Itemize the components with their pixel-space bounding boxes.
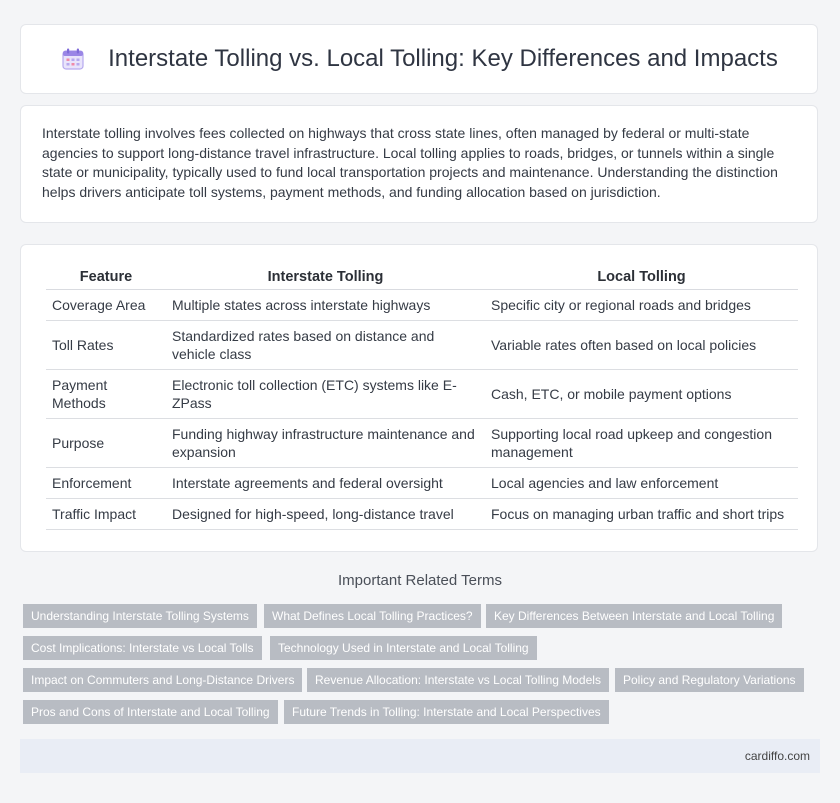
related-term-tag[interactable]: Pros and Cons of Interstate and Local Tolling [23,700,278,724]
footer-site-link[interactable]: cardiffo.com [744,749,810,763]
table-cell: Toll Rates [46,321,166,370]
table-row [46,499,798,530]
related-term-tag[interactable]: Cost Implications: Interstate vs Local Tolls [23,636,262,660]
table-cell: Standardized rates based on distance and vehicle class [166,321,485,370]
table-cell: Funding highway infrastructure maintenance and expansion [166,419,485,468]
title-wrap [60,45,778,73]
related-terms-title: Important Related Terms [338,572,502,589]
comparison-table [46,267,798,530]
table-cell: Variable rates often based on local policies [485,321,798,370]
calendar-icon [60,46,86,72]
table-cell: Designed for high-speed, long-distance travel [166,499,485,530]
table-cell: Multiple states across interstate highways [166,290,485,321]
header-interstate: Interstate Tolling [166,267,485,290]
table-cell: Interstate agreements and federal oversight [166,468,485,499]
related-term-tag[interactable]: Policy and Regulatory Variations [615,668,804,692]
related-term-tag[interactable]: Key Differences Between Interstate and Local Tolling [486,604,782,628]
table-row [46,290,798,321]
header-local: Local Tolling [485,267,798,290]
table-cell: Specific city or regional roads and bridges [485,290,798,321]
table-cell: Traffic Impact [46,499,166,530]
related-term-tag[interactable]: Revenue Allocation: Interstate vs Local Tolling Models [307,668,609,692]
page-title: Interstate Tolling vs. Local Tolling: Key Differences and Impacts [108,45,778,72]
table-header-row [46,267,798,290]
table-row [46,419,798,468]
header-feature: Feature [46,267,166,290]
comparison-table-card [20,244,818,552]
related-term-tag[interactable]: What Defines Local Tolling Practices? [264,604,481,628]
table-cell: Cash, ETC, or mobile payment options [485,370,798,419]
table-cell: Supporting local road upkeep and congestion management [485,419,798,468]
table-cell: Enforcement [46,468,166,499]
footer [20,739,820,773]
table-cell: Coverage Area [46,290,166,321]
related-term-tag[interactable]: Future Trends in Tolling: Interstate and Local Perspectives [284,700,609,724]
table-cell: Focus on managing urban traffic and short trips [485,499,798,530]
related-term-tag[interactable]: Technology Used in Interstate and Local Tolling [270,636,537,660]
intro-card [20,105,818,223]
table-row [46,468,798,499]
table-cell: Payment Methods [46,370,166,419]
related-term-tag[interactable]: Understanding Interstate Tolling Systems [23,604,257,628]
table-cell: Local agencies and law enforcement [485,468,798,499]
related-term-tag[interactable]: Impact on Commuters and Long-Distance Drivers [23,668,302,692]
header-card [20,24,818,94]
intro-paragraph: Interstate tolling involves fees collected on highways that cross state lines, often managed by federal or multi-state agencies to support long-distance travel infrastructure. Local tolling applies to roads, bridges, or tunnels within a single state or municipality, typically used to fund local transportation projects and maintenance. Understanding the distinction helps drivers anticipate toll systems, payment methods, and funding allocation based on jurisdiction. [42,125,778,200]
table-row [46,321,798,370]
table-cell: Purpose [46,419,166,468]
table-row [46,370,798,419]
table-cell: Electronic toll collection (ETC) systems like E-ZPass [166,370,485,419]
